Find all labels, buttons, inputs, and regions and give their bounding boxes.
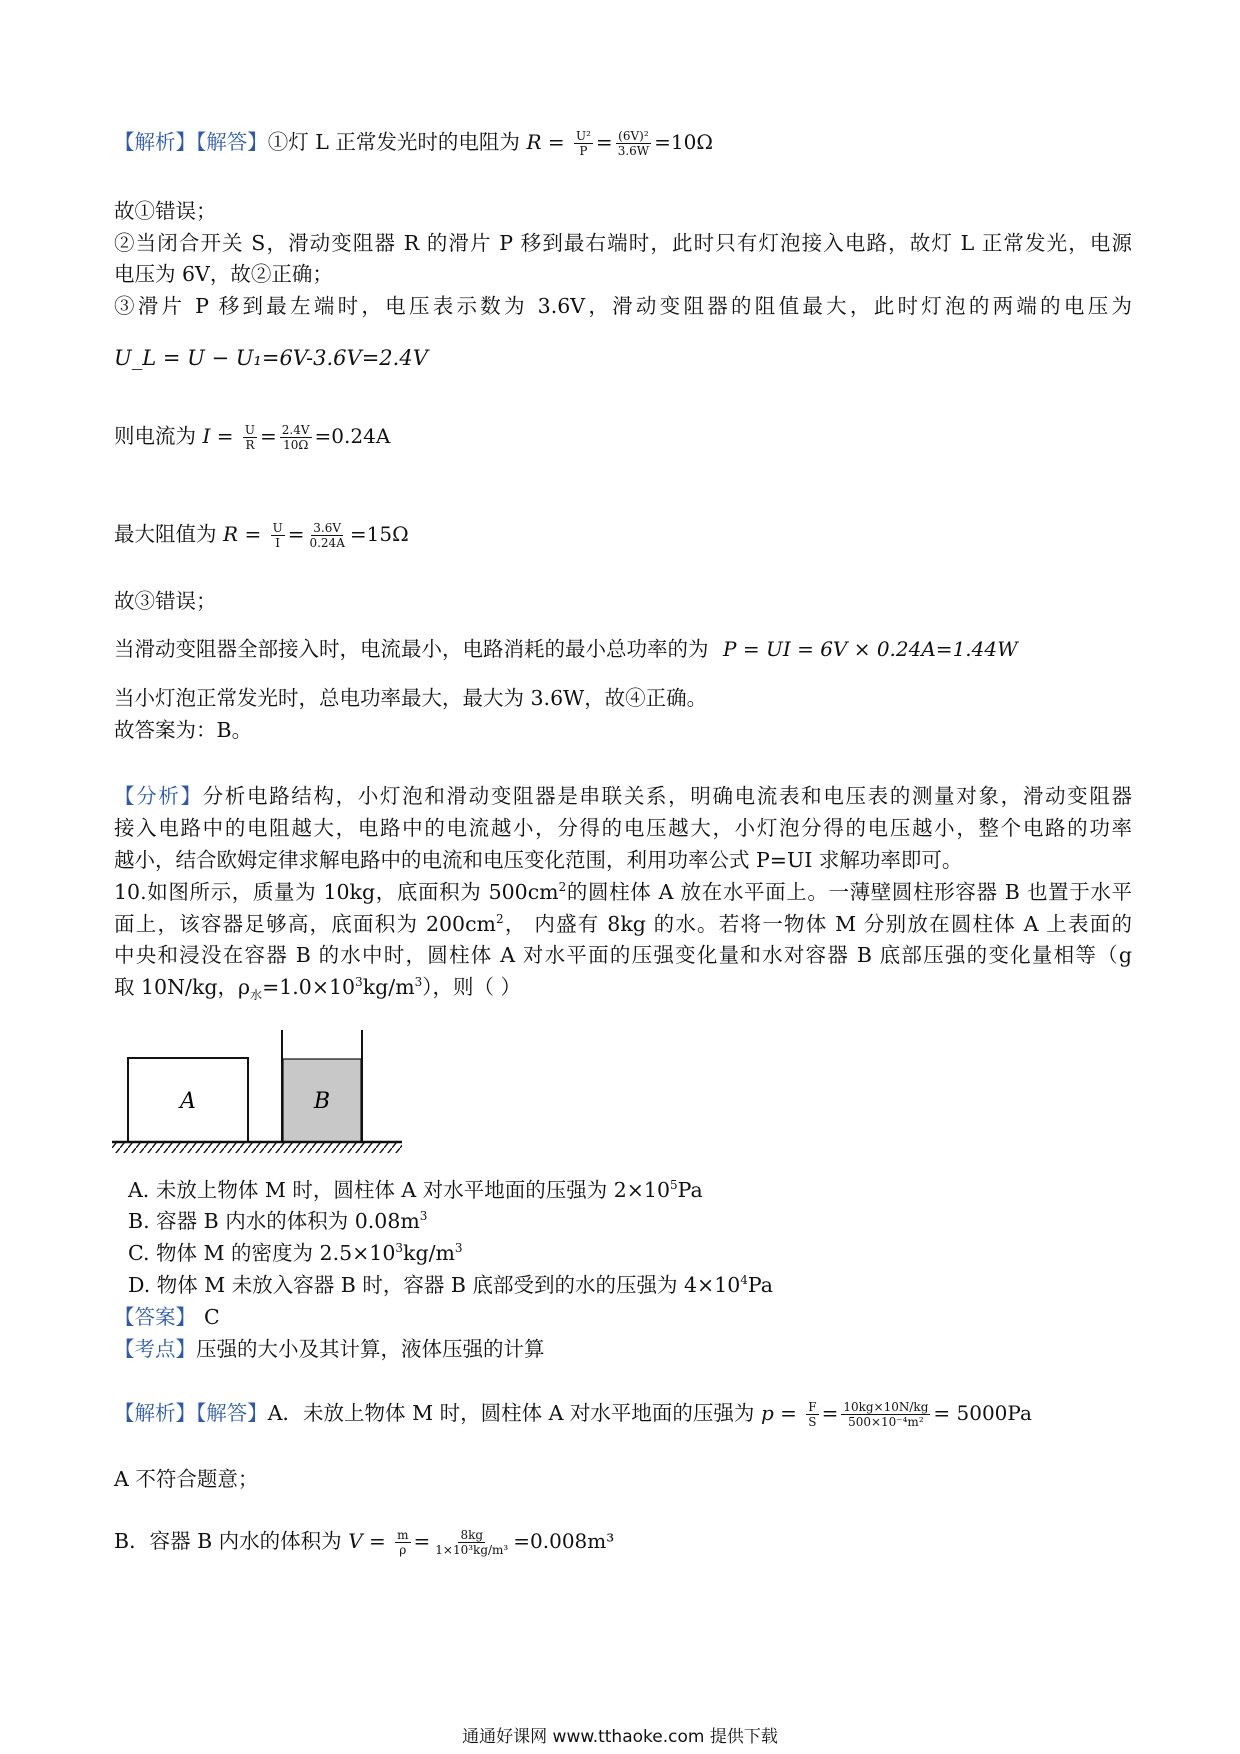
- solution-max-resistance-line: 最大阻值为 R = $\frac{U}{I}$ = $\frac{3.6V}{0.24A}$ =15Ω: [114, 521, 409, 550]
- ground-hatch: [112, 1143, 402, 1153]
- formula-voltage: U_L = U − U₁=6V-3.6V=2.4V: [114, 346, 428, 370]
- formula-max-resistance: R = $\frac{U}{I}$ = $\frac{3.6V}{0.24A}$ =15Ω: [223, 521, 409, 550]
- knowledge-point-line: 【考点】压强的大小及其计算，液体压强的计算: [114, 1337, 545, 1361]
- solution2-conclusion-a: A 不符合题意；: [114, 1467, 259, 1491]
- formula-resistance: R = $\frac{\text{U²}}{P}$ = $\frac{\text{(6V)²}}{3.6W}$ =10Ω: [526, 129, 713, 158]
- formula-volume: V = $\frac{m}{\rho}$ = $\frac{8kg}{\text{1×10³kg/m³}}$ =0.008m³: [348, 1528, 615, 1557]
- question-10-line-1: 10.如图所示，质量为 10kg，底面积为 $500cm^2$的圆柱体 A 放在水平面上。一薄壁圆柱形容器 B 也置于水平: [114, 880, 1133, 904]
- formula-min-power: P = UI = 6V × 0.24A=1.44W: [723, 637, 1018, 661]
- solution-line-11: 当小灯泡正常发光时，总电功率最大，最大为 3.6W，故④正确。: [114, 686, 708, 710]
- solution-line-12: 故答案为：B。: [114, 718, 253, 742]
- analysis-line-2: 接入电路中的电阻越大，电路中的电流越小，分得的电压越大，小灯泡分得的电压越小，整个电路的功率: [114, 816, 1132, 840]
- knowledge-point-tag: 【考点】: [114, 1337, 196, 1361]
- question-10-line-3: 中央和浸没在容器 B 的水中时，圆柱体 A 对水平面的压强变化量和水对容器 B 底部压强的变化量相等（g: [114, 943, 1132, 967]
- solution-current-line: 则电流为 I = $\frac{U}{R}$ = $\frac{2.4V}{10\Omega}$ =0.24A: [114, 423, 391, 452]
- formula-current: I = $\frac{U}{R}$ = $\frac{2.4V}{10\Omega}$ =0.24A: [202, 423, 391, 452]
- solution-line-3: ②当闭合开关 S，滑动变阻器 R 的滑片 P 移到最右端时，此时只有灯泡接入电路，故灯 L 正常发光，电源: [114, 231, 1132, 255]
- solution2-line-b: B．容器 B 内水的体积为 V = $\frac{m}{\rho}$ = $\frac{8kg}{\text{1×10³kg/m³}}$ =0.008m³: [114, 1528, 615, 1557]
- solution2-line-a: 【解析】【解答】A．未放上物体 M 时，圆柱体 A 对水平地面的压强为 p = $\frac{F}{S}$ = $\frac{10kg\times 10N/kg}{\text{500×10⁻⁴m²}}$ = 5000Pa: [114, 1400, 1032, 1429]
- option-c: C. 物体 M 的密度为 $2.5\times 10^3kg/m^3$: [128, 1241, 463, 1265]
- answer-value: C: [204, 1305, 220, 1329]
- answer-line: [114, 1303, 220, 1331]
- solution-line-1: 【解析】【解答】①灯 L 正常发光时的电阻为 R = $\frac{\text{U²}}{P}$ = $\frac{\text{(6V)²}}{3.6W}$ =10Ω: [114, 129, 713, 158]
- label-b: B: [313, 1089, 331, 1114]
- solution-line-5: ③滑片 P 移到最左端时，电压表示数为 3.6V，滑动变阻器的阻值最大，此时灯泡的两端的电压为: [114, 294, 1132, 318]
- formula-pressure: p = $\frac{F}{S}$ = $\frac{10kg\times 10N/kg}{\text{500×10⁻⁴m²}}$ = 5000Pa: [760, 1400, 1032, 1429]
- option-d: D. 物体 M 未放入容器 B 时，容器 B 底部受到的水的压强为 $4\times 10^4Pa$: [128, 1273, 774, 1297]
- analysis-answer-tag-2: 【解析】【解答】: [114, 1401, 268, 1425]
- page-footer: 通通好课网 www.tthaoke.com 提供下载: [462, 1727, 778, 1747]
- question-10-line-2: 面上，该容器足够高，底面积为 $200cm^2$， 内盛有 8kg 的水。若将一物体 M 分别放在圆柱体 A 上表面的: [114, 912, 1132, 936]
- option-b: B. 容器 B 内水的体积为 $0.08m^3$: [128, 1209, 428, 1233]
- analysis-line-1: 【分析】分析电路结构，小灯泡和滑动变阻器是串联关系，明确电流表和电压表的测量对象，滑动变阻器: [114, 784, 1133, 808]
- solution-min-power-line: 当滑动变阻器全部接入时，电流最小，电路消耗的最小总功率的为 P = UI = 6V × 0.24A=1.44W: [114, 637, 1018, 661]
- question-10-line-4: 取 10N/kg，$\rho_水=1.0\times 10^3kg/m^3$），则（ ）: [114, 975, 522, 1003]
- label-a: A: [180, 1089, 196, 1114]
- solution-line-2: 故①错误；: [114, 199, 217, 223]
- solution-line-4: 电压为 6V，故②正确；: [114, 262, 333, 286]
- analysis-line-3: 越小，结合欧姆定律求解电路中的电流和电压变化范围，利用功率公式 P=UI 求解功率即可。: [114, 848, 963, 872]
- option-a: A. 未放上物体 M 时，圆柱体 A 对水平地面的压强为 $2\times 10^5Pa$: [128, 1178, 703, 1202]
- analysis-answer-tag: 【解析】【解答】: [114, 130, 268, 154]
- cylinder-container-figure: [112, 1018, 412, 1158]
- solution-line-9: 故③错误；: [114, 589, 217, 613]
- analysis-tag: 【分析】: [114, 784, 203, 808]
- answer-tag: 【答案】: [114, 1305, 196, 1329]
